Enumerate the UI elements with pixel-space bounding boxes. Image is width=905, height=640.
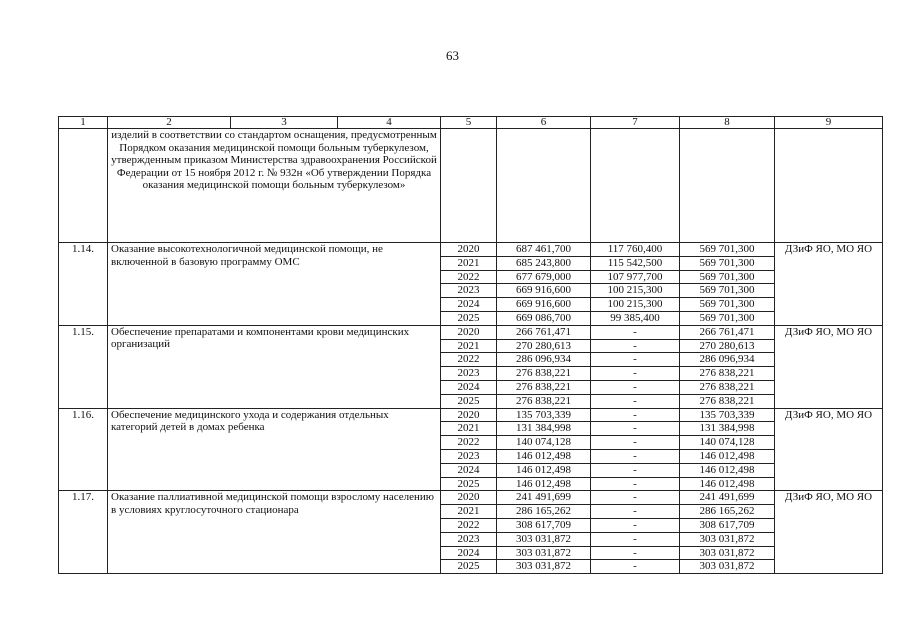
header-cell: 8 bbox=[680, 117, 775, 129]
year-cell: 2023 bbox=[441, 449, 497, 463]
value-cell: 308 617,709 bbox=[497, 518, 591, 532]
value-cell: 100 215,300 bbox=[591, 298, 680, 312]
value-cell: 308 617,709 bbox=[680, 518, 775, 532]
value-cell: 146 012,498 bbox=[497, 463, 591, 477]
program-table bbox=[58, 116, 883, 574]
value-cell: - bbox=[591, 505, 680, 519]
value-cell: 687 461,700 bbox=[497, 243, 591, 257]
header-cell: 9 bbox=[775, 117, 883, 129]
year-cell: 2025 bbox=[441, 311, 497, 325]
value-cell: 140 074,128 bbox=[497, 436, 591, 450]
value-cell: - bbox=[591, 353, 680, 367]
value-cell: - bbox=[591, 491, 680, 505]
header-cell: 1 bbox=[59, 117, 108, 129]
year-cell: 2024 bbox=[441, 298, 497, 312]
year-cell: 2024 bbox=[441, 546, 497, 560]
value-cell: - bbox=[591, 518, 680, 532]
value-cell: 286 096,934 bbox=[680, 353, 775, 367]
value-cell: 569 701,300 bbox=[680, 243, 775, 257]
value-cell: 146 012,498 bbox=[680, 477, 775, 491]
value-cell: 276 838,221 bbox=[680, 367, 775, 381]
num-cell bbox=[59, 129, 108, 243]
value-cell: - bbox=[591, 560, 680, 574]
value-cell: 276 838,221 bbox=[497, 380, 591, 394]
value-cell bbox=[591, 129, 680, 243]
year-cell bbox=[441, 129, 497, 243]
section-title: Обеспечение медицинского ухода и содержания отдельных категорий детей в домах ребенка bbox=[108, 408, 441, 491]
value-cell: 117 760,400 bbox=[591, 243, 680, 257]
year-cell: 2022 bbox=[441, 353, 497, 367]
value-cell: 131 384,998 bbox=[680, 422, 775, 436]
value-cell: 303 031,872 bbox=[680, 546, 775, 560]
continuation-row bbox=[59, 129, 883, 243]
value-cell: 276 838,221 bbox=[497, 367, 591, 381]
value-cell: 286 165,262 bbox=[497, 505, 591, 519]
value-cell: 131 384,998 bbox=[497, 422, 591, 436]
value-cell: - bbox=[591, 422, 680, 436]
value-cell: 286 096,934 bbox=[497, 353, 591, 367]
value-cell: 146 012,498 bbox=[680, 449, 775, 463]
value-cell: 135 703,339 bbox=[680, 408, 775, 422]
value-cell: - bbox=[591, 463, 680, 477]
year-cell: 2025 bbox=[441, 477, 497, 491]
responsible-cell: ДЗиФ ЯО, МО ЯО bbox=[775, 491, 883, 574]
value-cell: 276 838,221 bbox=[680, 380, 775, 394]
value-cell: 140 074,128 bbox=[680, 436, 775, 450]
table-row bbox=[59, 408, 883, 422]
value-cell: 146 012,498 bbox=[680, 463, 775, 477]
value-cell: 303 031,872 bbox=[680, 560, 775, 574]
value-cell: 135 703,339 bbox=[497, 408, 591, 422]
responsible-cell: ДЗиФ ЯО, МО ЯО bbox=[775, 408, 883, 491]
year-cell: 2021 bbox=[441, 256, 497, 270]
value-cell: - bbox=[591, 339, 680, 353]
value-cell: 677 679,000 bbox=[497, 270, 591, 284]
continuation-text: изделий в соответствии со стандартом оснащения, предусмотренным Порядком оказания медицинской помощи больным туберкулезом, утвержденным приказом Министерства здравоохранения Российской Федерации от 15 ноября 2012 г. № 932н «Об утверждении Порядка оказания медицинской помощи больным туберкулезом» bbox=[108, 129, 441, 243]
year-cell: 2024 bbox=[441, 380, 497, 394]
value-cell: 669 916,600 bbox=[497, 298, 591, 312]
value-cell: 266 761,471 bbox=[497, 325, 591, 339]
value-cell: 669 086,700 bbox=[497, 311, 591, 325]
section-title: Оказание высокотехнологичной медицинской помощи, не включенной в базовую программу ОМС bbox=[108, 243, 441, 326]
value-cell: 303 031,872 bbox=[497, 532, 591, 546]
year-cell: 2020 bbox=[441, 491, 497, 505]
responsible-cell bbox=[775, 129, 883, 243]
value-cell: 569 701,300 bbox=[680, 270, 775, 284]
value-cell: 241 491,699 bbox=[497, 491, 591, 505]
value-cell: 100 215,300 bbox=[591, 284, 680, 298]
value-cell: 270 280,613 bbox=[497, 339, 591, 353]
section-title: Оказание паллиативной медицинской помощи взрослому населению в условиях круглосуточного стационара bbox=[108, 491, 441, 574]
year-cell: 2022 bbox=[441, 518, 497, 532]
header-row bbox=[59, 117, 883, 129]
value-cell: - bbox=[591, 477, 680, 491]
header-cell: 4 bbox=[338, 117, 441, 129]
responsible-cell: ДЗиФ ЯО, МО ЯО bbox=[775, 325, 883, 408]
section-number: 1.16. bbox=[59, 408, 108, 491]
section-number: 1.14. bbox=[59, 243, 108, 326]
value-cell: 685 243,800 bbox=[497, 256, 591, 270]
header-cell: 3 bbox=[231, 117, 338, 129]
year-cell: 2022 bbox=[441, 270, 497, 284]
value-cell: 99 385,400 bbox=[591, 311, 680, 325]
value-cell: 303 031,872 bbox=[680, 532, 775, 546]
section-number: 1.17. bbox=[59, 491, 108, 574]
value-cell: - bbox=[591, 394, 680, 408]
year-cell: 2020 bbox=[441, 325, 497, 339]
value-cell: - bbox=[591, 436, 680, 450]
value-cell: 266 761,471 bbox=[680, 325, 775, 339]
value-cell: 241 491,699 bbox=[680, 491, 775, 505]
table-row bbox=[59, 325, 883, 339]
value-cell: 569 701,300 bbox=[680, 298, 775, 312]
section-title: Обеспечение препаратами и компонентами крови медицинских организаций bbox=[108, 325, 441, 408]
value-cell: 276 838,221 bbox=[497, 394, 591, 408]
header-cell: 6 bbox=[497, 117, 591, 129]
header-cell: 7 bbox=[591, 117, 680, 129]
table-row bbox=[59, 243, 883, 257]
year-cell: 2020 bbox=[441, 243, 497, 257]
year-cell: 2021 bbox=[441, 505, 497, 519]
value-cell: 286 165,262 bbox=[680, 505, 775, 519]
header-cell: 5 bbox=[441, 117, 497, 129]
section-number: 1.15. bbox=[59, 325, 108, 408]
value-cell: 569 701,300 bbox=[680, 256, 775, 270]
value-cell: - bbox=[591, 449, 680, 463]
value-cell: - bbox=[591, 380, 680, 394]
value-cell: 303 031,872 bbox=[497, 546, 591, 560]
value-cell: 276 838,221 bbox=[680, 394, 775, 408]
year-cell: 2025 bbox=[441, 394, 497, 408]
value-cell: 669 916,600 bbox=[497, 284, 591, 298]
value-cell: 270 280,613 bbox=[680, 339, 775, 353]
value-cell bbox=[497, 129, 591, 243]
value-cell: - bbox=[591, 408, 680, 422]
value-cell: 115 542,500 bbox=[591, 256, 680, 270]
year-cell: 2022 bbox=[441, 436, 497, 450]
year-cell: 2023 bbox=[441, 284, 497, 298]
responsible-cell: ДЗиФ ЯО, МО ЯО bbox=[775, 243, 883, 326]
value-cell: 569 701,300 bbox=[680, 284, 775, 298]
value-cell: 146 012,498 bbox=[497, 477, 591, 491]
year-cell: 2021 bbox=[441, 422, 497, 436]
year-cell: 2025 bbox=[441, 560, 497, 574]
year-cell: 2020 bbox=[441, 408, 497, 422]
value-cell: - bbox=[591, 325, 680, 339]
value-cell: 146 012,498 bbox=[497, 449, 591, 463]
value-cell: - bbox=[591, 367, 680, 381]
year-cell: 2023 bbox=[441, 532, 497, 546]
year-cell: 2021 bbox=[441, 339, 497, 353]
value-cell: - bbox=[591, 532, 680, 546]
value-cell: - bbox=[591, 546, 680, 560]
value-cell: 569 701,300 bbox=[680, 311, 775, 325]
value-cell: 107 977,700 bbox=[591, 270, 680, 284]
year-cell: 2024 bbox=[441, 463, 497, 477]
table-row bbox=[59, 491, 883, 505]
year-cell: 2023 bbox=[441, 367, 497, 381]
value-cell: 303 031,872 bbox=[497, 560, 591, 574]
page-number: 63 bbox=[446, 48, 459, 63]
header-cell: 2 bbox=[108, 117, 231, 129]
value-cell bbox=[680, 129, 775, 243]
